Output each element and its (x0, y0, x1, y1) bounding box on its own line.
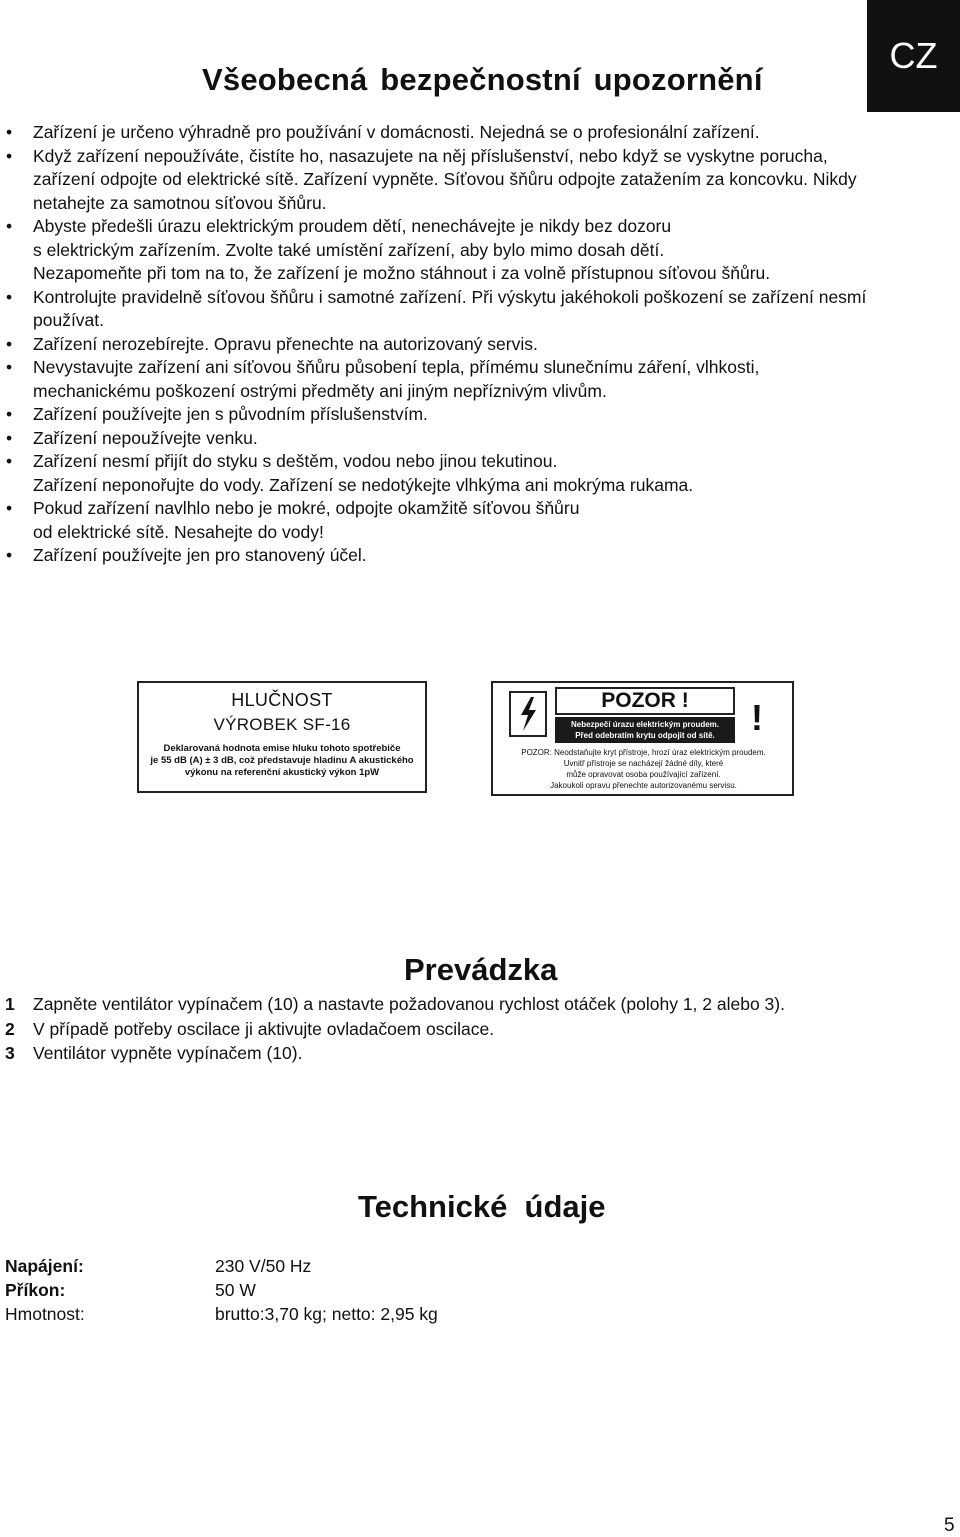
list-item: • Zařízení nesmí přijít do styku s deštěm, vodou nebo jinou tekutinou. Zařízení neponořujte do vody. Zařízení se nedotýkejte vlhkýma ani mokrýma rukama. (0, 450, 960, 497)
noise-label-line: výkonu na referenční akustický výkon 1pW (184, 767, 380, 778)
list-item: • Zařízení nepoužívejte venku. (0, 427, 960, 451)
item-line: Zařízení nesmí přijít do styku s deštěm, vodou nebo jinou tekutinou. (33, 451, 558, 471)
specs-title: Technické údaje (358, 1189, 606, 1224)
page-number: 5 (944, 1515, 955, 1536)
noise-label-text (139, 743, 425, 779)
step-number: 1 (5, 994, 15, 1014)
warning-text-line: Jakoukoli opravu přenechte autorizovanému servisu. (550, 781, 737, 790)
warning-label-banner (555, 717, 735, 743)
exclamation-icon: ! (751, 697, 763, 738)
spec-row (5, 1302, 438, 1326)
spec-label: Příkon: (5, 1280, 66, 1300)
item-line: Nevystavujte zařízení ani síťovou šňůru působení tepla, přímému slunečnímu záření, vlhkosti, (33, 357, 760, 377)
warning-label (491, 681, 794, 796)
item-line: netahejte za samotnou síťovou šňůru. (33, 192, 327, 213)
item-line: s elektrickým zařízením. Zvolte také umístění zařízení, aby bylo mimo dosah dětí. (33, 239, 665, 260)
spec-row (5, 1278, 256, 1302)
item-line: Zařízení používejte jen s původním příslušenstvím. (33, 404, 428, 424)
item-line: Abyste předešli úrazu elektrickým proudem dětí, nenechávejte je nikdy bez dozoru (33, 216, 672, 236)
item-line: používat. (33, 310, 105, 330)
noise-label (137, 681, 427, 793)
lightning-warning-icon (509, 691, 547, 737)
step-number: 2 (5, 1018, 15, 1039)
step-text: Zapněte ventilátor vypínačem (10) a nastavte požadovanou rychlost otáček (polohy 1, 2 alebo 3). (33, 994, 785, 1014)
item-line: Když zařízení nepoužíváte, čistíte ho, nasazujete na něj příslušenství, nebo když se vyskytne porucha, (33, 145, 828, 166)
item-line: Zařízení je určeno výhradně pro používání v domácnosti. Nejedná se o profesionální zařízení. (33, 122, 760, 142)
warning-text-line: Uvnitř přístroje se nacházejí žádné díly, které (563, 759, 724, 768)
list-item: • Zařízení je určeno výhradně pro používání v domácnosti. Nejedná se o profesionální zařízení. (0, 121, 960, 145)
list-item: • Pokud zařízení navlhlo nebo je mokré, odpojte okamžitě síťovou šňůru od elektrické sítě. Nesahejte do vody! (0, 497, 960, 544)
item-line: Nezapomeňte při tom na to, že zařízení je možno stáhnout i za volně přístupnou síťovou šňůru. (33, 263, 771, 283)
item-line: Zařízení neponořujte do vody. Zařízení se nedotýkejte vlhkýma ani mokrýma rukama. (33, 474, 694, 495)
warning-text-line: může opravovat osoba používající zařízení. (566, 770, 721, 779)
noise-label-line: je 55 dB (A) ± 3 dB, což představuje hladinu A akustického (150, 755, 414, 766)
list-item: • Nevystavujte zařízení ani síťovou šňůru působení tepla, přímému slunečnímu záření, vlhkosti, mechanickému poškození ostrými předměty ani jiným nepříznivým vlivům. (0, 356, 960, 403)
safety-list (0, 121, 960, 568)
list-item: • Zařízení nerozebírejte. Opravu přenechte na autorizovaný servis. (0, 333, 960, 357)
list-item: • Zařízení používejte jen pro stanovený účel. (0, 544, 960, 568)
step-number: 3 (5, 1043, 15, 1063)
list-item: • Kontrolujte pravidelně síťovou šňůru i samotné zařízení. Při výskytu jakéhokoli poškození se zařízení nesmí používat. (0, 286, 960, 333)
list-item (0, 1041, 785, 1066)
list-item (0, 992, 785, 1017)
noise-label-model: VÝROBEK SF-16 (213, 715, 351, 734)
item-line: Zařízení nepoužívejte venku. (33, 427, 258, 448)
warning-label-title: POZOR ! (555, 687, 735, 715)
item-line: od elektrické sítě. Nesahejte do vody! (33, 521, 324, 542)
warning-label-text (501, 747, 786, 791)
spec-label: Hmotnost: (5, 1304, 85, 1324)
language-tab: CZ (867, 0, 960, 112)
list-item: • Zařízení používejte jen s původním příslušenstvím. (0, 403, 960, 427)
spec-value: brutto:3,70 kg; netto: 2,95 kg (215, 1304, 438, 1324)
noise-label-line: Deklarovaná hodnota emise hluku tohoto spotřebiče (163, 743, 401, 754)
step-text: Ventilátor vypněte vypínačem (10). (33, 1043, 303, 1063)
item-line: zařízení odpojte od elektrické sítě. Zařízení vypněte. Síťovou šňůru odpojte zatažením za koncovku. Nikdy (33, 169, 857, 189)
safety-title: Všeobecná bezpečnostní upozornění (202, 62, 763, 97)
item-line: Zařízení nerozebírejte. Opravu přenechte na autorizovaný servis. (33, 333, 538, 354)
operation-steps (0, 992, 785, 1066)
operation-title: Prevádzka (404, 952, 558, 987)
spec-label: Napájení: (5, 1256, 84, 1276)
warning-banner-line: Před odebratím krytu odpojit od sítě. (575, 731, 715, 740)
spec-value: 230 V/50 Hz (215, 1256, 312, 1276)
warning-banner-line: Nebezpečí úrazu elektrickým proudem. (570, 720, 720, 729)
list-item: • Abyste předešli úrazu elektrickým proudem dětí, nenechávejte je nikdy bez dozoru s elektrickým zařízením. Zvolte také umístění zařízení, aby bylo mimo dosah dětí. Nezapomeňte při tom na to, že zařízení je možno stáhnout i za volně přístupnou síťovou šňůru. (0, 215, 960, 286)
list-item (0, 1017, 785, 1042)
spec-value: 50 W (215, 1280, 256, 1300)
item-line: Zařízení používejte jen pro stanovený účel. (33, 545, 367, 565)
warning-text-line: POZOR: Neodstaňujte kryt přístroje, hrozí úraz elektrickým proudem. (521, 748, 766, 757)
step-text: V případě potřeby oscilace ji aktivujte ovladačoem oscilace. (33, 1018, 495, 1039)
specs-table (5, 1254, 438, 1326)
item-line: mechanickému poškození ostrými předměty ani jiným nepříznivým vlivům. (33, 380, 607, 401)
item-line: Pokud zařízení navlhlo nebo je mokré, odpojte okamžitě síťovou šňůru (33, 498, 580, 518)
item-line: Kontrolujte pravidelně síťovou šňůru i samotné zařízení. Při výskytu jakéhokoli poškození se zařízení nesmí (33, 286, 867, 307)
noise-label-title: HLUČNOST (231, 690, 333, 710)
list-item: • Když zařízení nepoužíváte, čistíte ho, nasazujete na něj příslušenství, nebo když se vyskytne porucha, zařízení odpojte od elektrické sítě. Zařízení vypněte. Síťovou šňůru odpojte zatažením za koncovku. Nikdy netahejte za samotnou síťovou šňůru. (0, 145, 960, 216)
spec-row (5, 1254, 312, 1278)
